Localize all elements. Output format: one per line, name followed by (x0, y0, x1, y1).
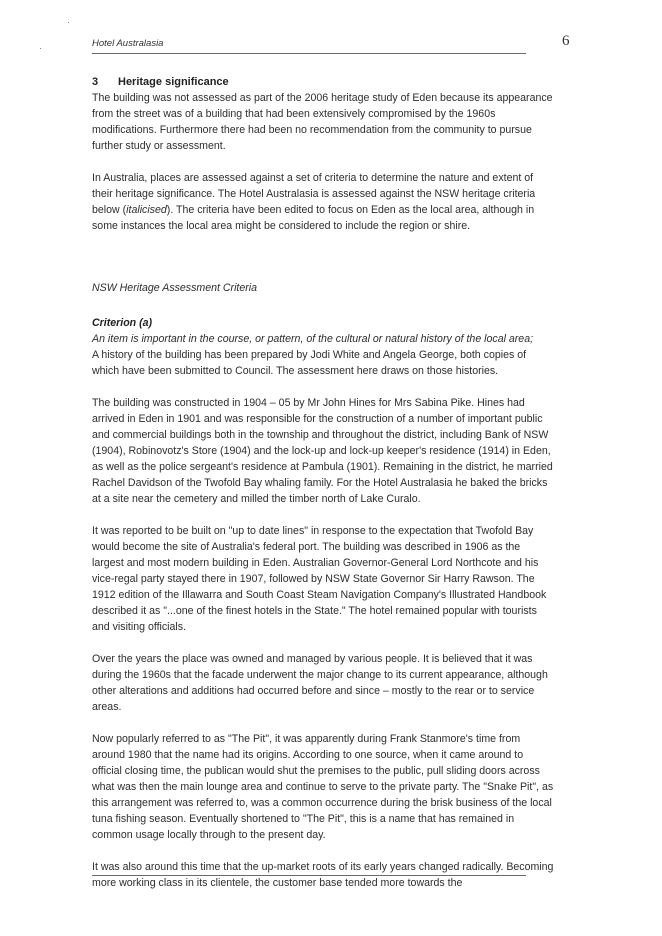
running-header-title: Hotel Australasia (92, 38, 164, 49)
paragraph: A history of the building has been prepared by Jodi White and Angela George, both copies of which have been submitted to Council. The assessment here draws on those histories. (92, 349, 527, 377)
criterion-statement: An item is important in the course, or pattern, of the cultural or natural history of the local area; (92, 333, 534, 345)
paragraph: Now popularly referred to as "The Pit", it was apparently during Frank Stanmore's time from around 1980 that the name had its origins. According to one source, when it came around to official closing time, the publican would shut the premises to the public, pull sliding doors across what was then the main lounge area and continue to serve to the private party. The "Snake Pit", as this arrangement was referred to, was a common occurrence during the brisk business of the local tuna fishing season. Eventually shortened to "The Pit", this is a name that has remained in common usage locally through to the present day. (92, 733, 554, 841)
criteria-heading: NSW Heritage Assessment Criteria (92, 282, 258, 294)
paragraph: It was reported to be built on "up to date lines" in response to the expectation that Twofold Bay would become the site of Australia's federal port. The building was described in 1906 as the largest and most modern building in Eden. Australian Governor-General Lord Northcote and his vice-regal party stayed there in 1907, followed by NSW State Governor Sir Harry Rawson. The 1912 edition of the Illawarra and South Coast Steam Navigation Company's Illustrated Handbook described it as "...one of the finest hotels in the State." The hotel remained popular with tourists and visiting officials. (92, 525, 547, 633)
paragraph-text: In Australia, places are assessed against a set of criteria to determine the nature and extent of their heritage significance. The Hotel Australasia is assessed against the NSW heritage criteria below ( (92, 172, 536, 216)
paragraph: The building was constructed in 1904 – 05 by Mr John Hines for Mrs Sabina Pike. Hines had arrived in Eden in 1901 and was responsible for the construction of a number of important public and commercial buildings both in the township and throughout the district, including Bank of NSW (1904), Robinovotz's Store (1904) and the lock-up and lock-up keeper's residence (1914) in Eden, as well as the police sergeant's residence at Pambula (1901). Remaining in the district, he married Rachel Davidson of the Twofold Bay whaling family. For the Hotel Australasia he baked the bricks at a site near the cemetery and milled the timber north of Lake Curalo. (92, 397, 553, 505)
criterion-title: Criterion (a) (92, 317, 153, 329)
section-heading (92, 74, 554, 90)
page-number: 6 (562, 33, 570, 49)
paragraph: The building was not assessed as part of the 2006 heritage study of Eden because its appearance from the street was of a building that had been extensively compromised by the 1960s modifications. Furthermore there had been no recommendation from the community to pursue further study or assessment. (92, 92, 553, 152)
paragraph-emphasis: italicised (126, 204, 167, 216)
scan-speck (40, 48, 41, 49)
body-content (92, 74, 554, 891)
section-number: 3 (92, 76, 99, 88)
paragraph: It was also around this time that the up-market roots of its early years changed radically. Becoming more working class in its clientele, the customer base tended more towards the (92, 861, 554, 889)
paragraph-text: ). The criteria have been edited to focus on Eden as the local area, although in some instances the local area might be considered to include the region or shire. (92, 204, 535, 232)
paragraph (92, 170, 554, 234)
paragraph: Over the years the place was owned and managed by various people. It is believed that it was during the 1960s that the facade underwent the major change to its current appearance, although other alterations and additions had occurred before and since – mostly to the rear or to service areas. (92, 653, 548, 713)
footer-divider (92, 875, 526, 876)
section-title: Heritage significance (118, 76, 229, 88)
scan-speck (68, 22, 69, 23)
header-divider (92, 53, 526, 54)
